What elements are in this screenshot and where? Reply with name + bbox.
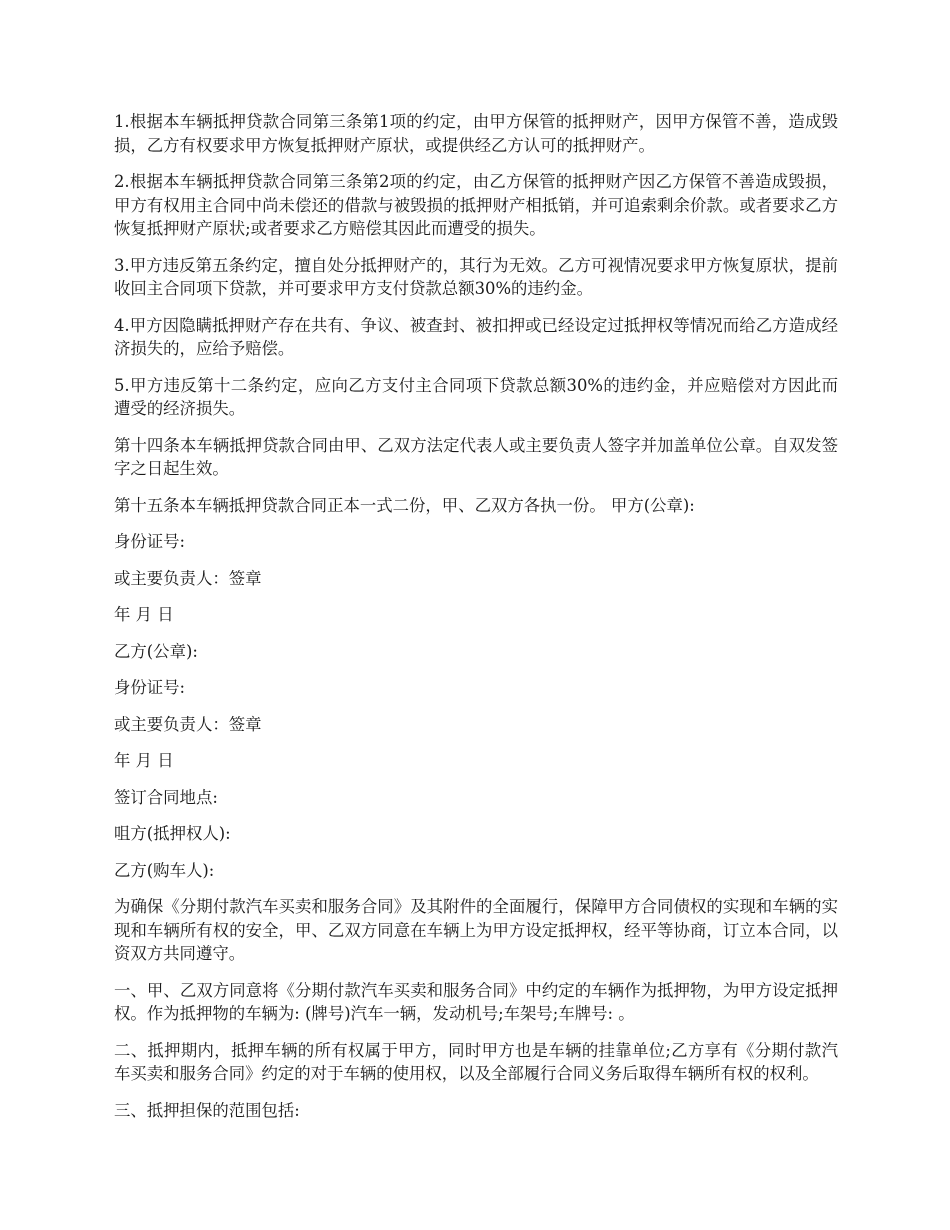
signing-location: 签订合同地点: xyxy=(114,787,218,807)
document-body xyxy=(114,110,838,1122)
buyer-line: 乙方(购车人): xyxy=(114,860,215,880)
clause-3-paragraph: 3.甲方违反第五条约定，擅自处分抵押财产的，其行为无效。乙方可视情况要求甲方恢复原状，提前收回主合同项下贷款，并可要求甲方支付贷款总额30%的违约金。 xyxy=(114,255,838,298)
clause-4-paragraph: 4.甲方因隐瞒抵押财产存在共有、争议、被查封、被扣押或已经设定过抵押权等情况而给乙方造成经济损失的，应给予赔偿。 xyxy=(114,315,838,358)
party-a-id-number: 身份证号: xyxy=(114,532,186,551)
clause-1-paragraph: 1.根据本车辆抵押贷款合同第三条第1项的约定，由甲方保管的抵押财产，因甲方保管不善，造成毁损，乙方有权要求甲方恢复抵押财产原状，或提供经乙方认可的抵押财产。 xyxy=(114,112,838,155)
party-b-seal: 乙方(公章): xyxy=(114,641,198,661)
article-14-paragraph: 第十四条本车辆抵押贷款合同由甲、乙双方法定代表人或主要负责人签字并加盖单位公章。自双发签字之日起生效。 xyxy=(114,435,838,478)
clause-5-paragraph: 5.甲方违反第十二条约定，应向乙方支付主合同项下贷款总额30%的违约金，并应赔偿对方因此而遭受的经济损失。 xyxy=(114,375,838,418)
party-b-id-number: 身份证号: xyxy=(114,678,186,697)
article-15-paragraph: 第十五条本车辆抵押贷款合同正本一式二份，甲、乙双方各执一份。 甲方(公章): xyxy=(114,495,695,515)
clause-2-paragraph: 2.根据本车辆抵押贷款合同第三条第2项的约定，由乙方保管的抵押财产因乙方保管不善造成毁损，甲方有权用主合同中尚未偿还的借款与被毁损的抵押财产相抵销，并可追索剩余价款。或者要求乙方恢复抵押财产原状;或者要求乙方赔偿其因此而遭受的损失。 xyxy=(114,172,838,238)
mortgagee-line: 咀方(抵押权人): xyxy=(114,824,231,843)
party-b-signature: 或主要负责人：签章 xyxy=(114,714,262,734)
section-3-heading: 三、抵押担保的范围包括: xyxy=(114,1100,300,1120)
section-2-paragraph: 二、抵押期内，抵押车辆的所有权属于甲方，同时甲方也是车辆的挂靠单位;乙方享有《分期付款汽车买卖和服务合同》约定的对于车辆的使用权，以及全部履行合同义务后取得车辆所有权的权利。 xyxy=(114,1040,838,1083)
party-a-date: 年 月 日 xyxy=(114,605,174,624)
preamble-paragraph: 为确保《分期付款汽车买卖和服务合同》及其附件的全面履行，保障甲方合同债权的实现和车辆的实现和车辆所有权的安全，甲、乙双方同意在车辆上为甲方设定抵押权，经平等协商，订立本合同，以资双方共同遵守。 xyxy=(114,897,838,963)
party-b-date: 年 月 日 xyxy=(114,751,174,770)
party-a-signature: 或主要负责人：签章 xyxy=(114,568,262,588)
section-1-paragraph: 一、甲、乙双方同意将《分期付款汽车买卖和服务合同》中约定的车辆作为抵押物，为甲方设定抵押权。作为抵押物的车辆为: (牌号)汽车一辆，发动机号;车架号;车牌号: 。 xyxy=(114,980,838,1023)
